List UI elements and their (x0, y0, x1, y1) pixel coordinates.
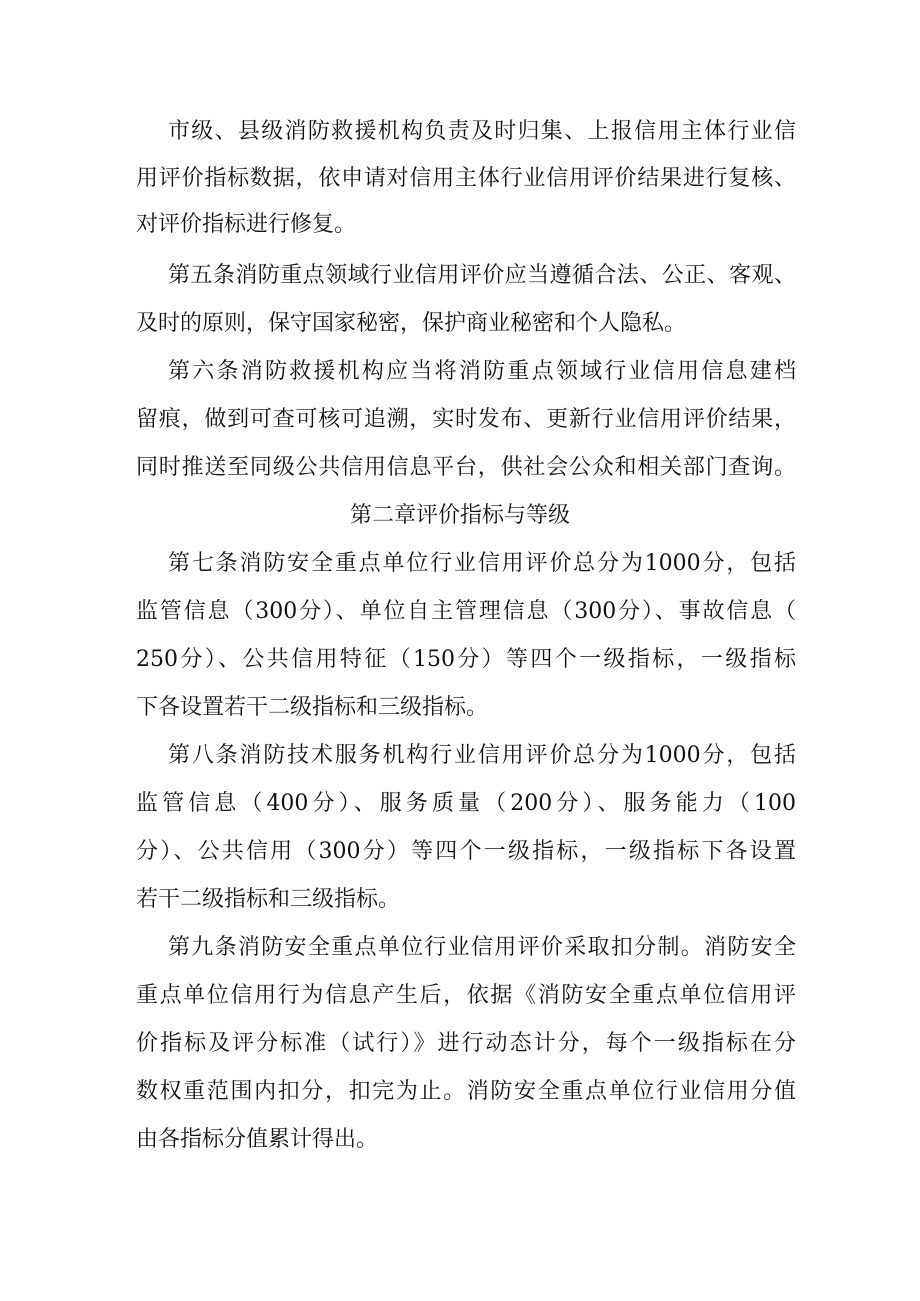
paragraph-line: 由各指标分值累计得出。 (136, 1127, 379, 1152)
paragraph-line: 数权重范围内扣分，扣完为止。消防安全重点单位行业信用分值 (136, 1079, 796, 1104)
paragraph-line: 若干二级指标和三级指标。 (136, 887, 401, 912)
paragraph-line: 对评价指标进行修复。 (136, 212, 357, 237)
chapter-heading: 第二章评价指标与等级 (349, 503, 570, 528)
paragraph-line: 第九条消防安全重点单位行业信用评价采取扣分制。消防安全 (168, 935, 796, 960)
paragraph-line: 第八条消防技术服务机构行业信用评价总分为1000分，包括 (168, 743, 796, 768)
paragraph-line: 价指标及评分标准（试行）》进行动态计分，每个一级指标在分 (136, 1031, 796, 1056)
paragraph-line: 第五条消防重点领域行业信用评价应当遵循合法、公正、客观、 (168, 263, 796, 288)
paragraph-line: 第六条消防救援机构应当将消防重点领域行业信用信息建档 (168, 359, 796, 384)
paragraph-line: 第七条消防安全重点单位行业信用评价总分为1000分，包括 (168, 551, 796, 576)
paragraph-line: 重点单位信用行为信息产生后，依据《消防安全重点单位信用评 (136, 983, 796, 1008)
paragraph-line: 及时的原则，保守国家秘密，保护商业秘密和个人隐私。 (136, 311, 687, 336)
paragraph-line: 下各设置若干二级指标和三级指标。 (136, 695, 489, 720)
paragraph-line: 分）、公共信用（300分）等四个一级指标，一级指标下各设置 (136, 839, 796, 864)
paragraph-line: 用评价指标数据，依申请对信用主体行业信用评价结果进行复核、 (136, 166, 796, 191)
paragraph-line: 250分）、公共信用特征（150分）等四个一级指标，一级指标 (136, 647, 796, 672)
paragraph-line: 市级、县级消防救援机构负责及时归集、上报信用主体行业信 (168, 119, 796, 144)
paragraph-line: 留痕，做到可查可核可追溯，实时发布、更新行业信用评价结果， (136, 407, 796, 432)
paragraph-line: 同时推送至同级公共信用信息平台，供社会公众和相关部门查询。 (136, 455, 796, 480)
paragraph-line: 监管信息（300分）、单位自主管理信息（300分）、事故信息（ (136, 599, 796, 624)
paragraph-line: 监管信息（400分）、服务质量（200分）、服务能力（100 (136, 791, 796, 816)
